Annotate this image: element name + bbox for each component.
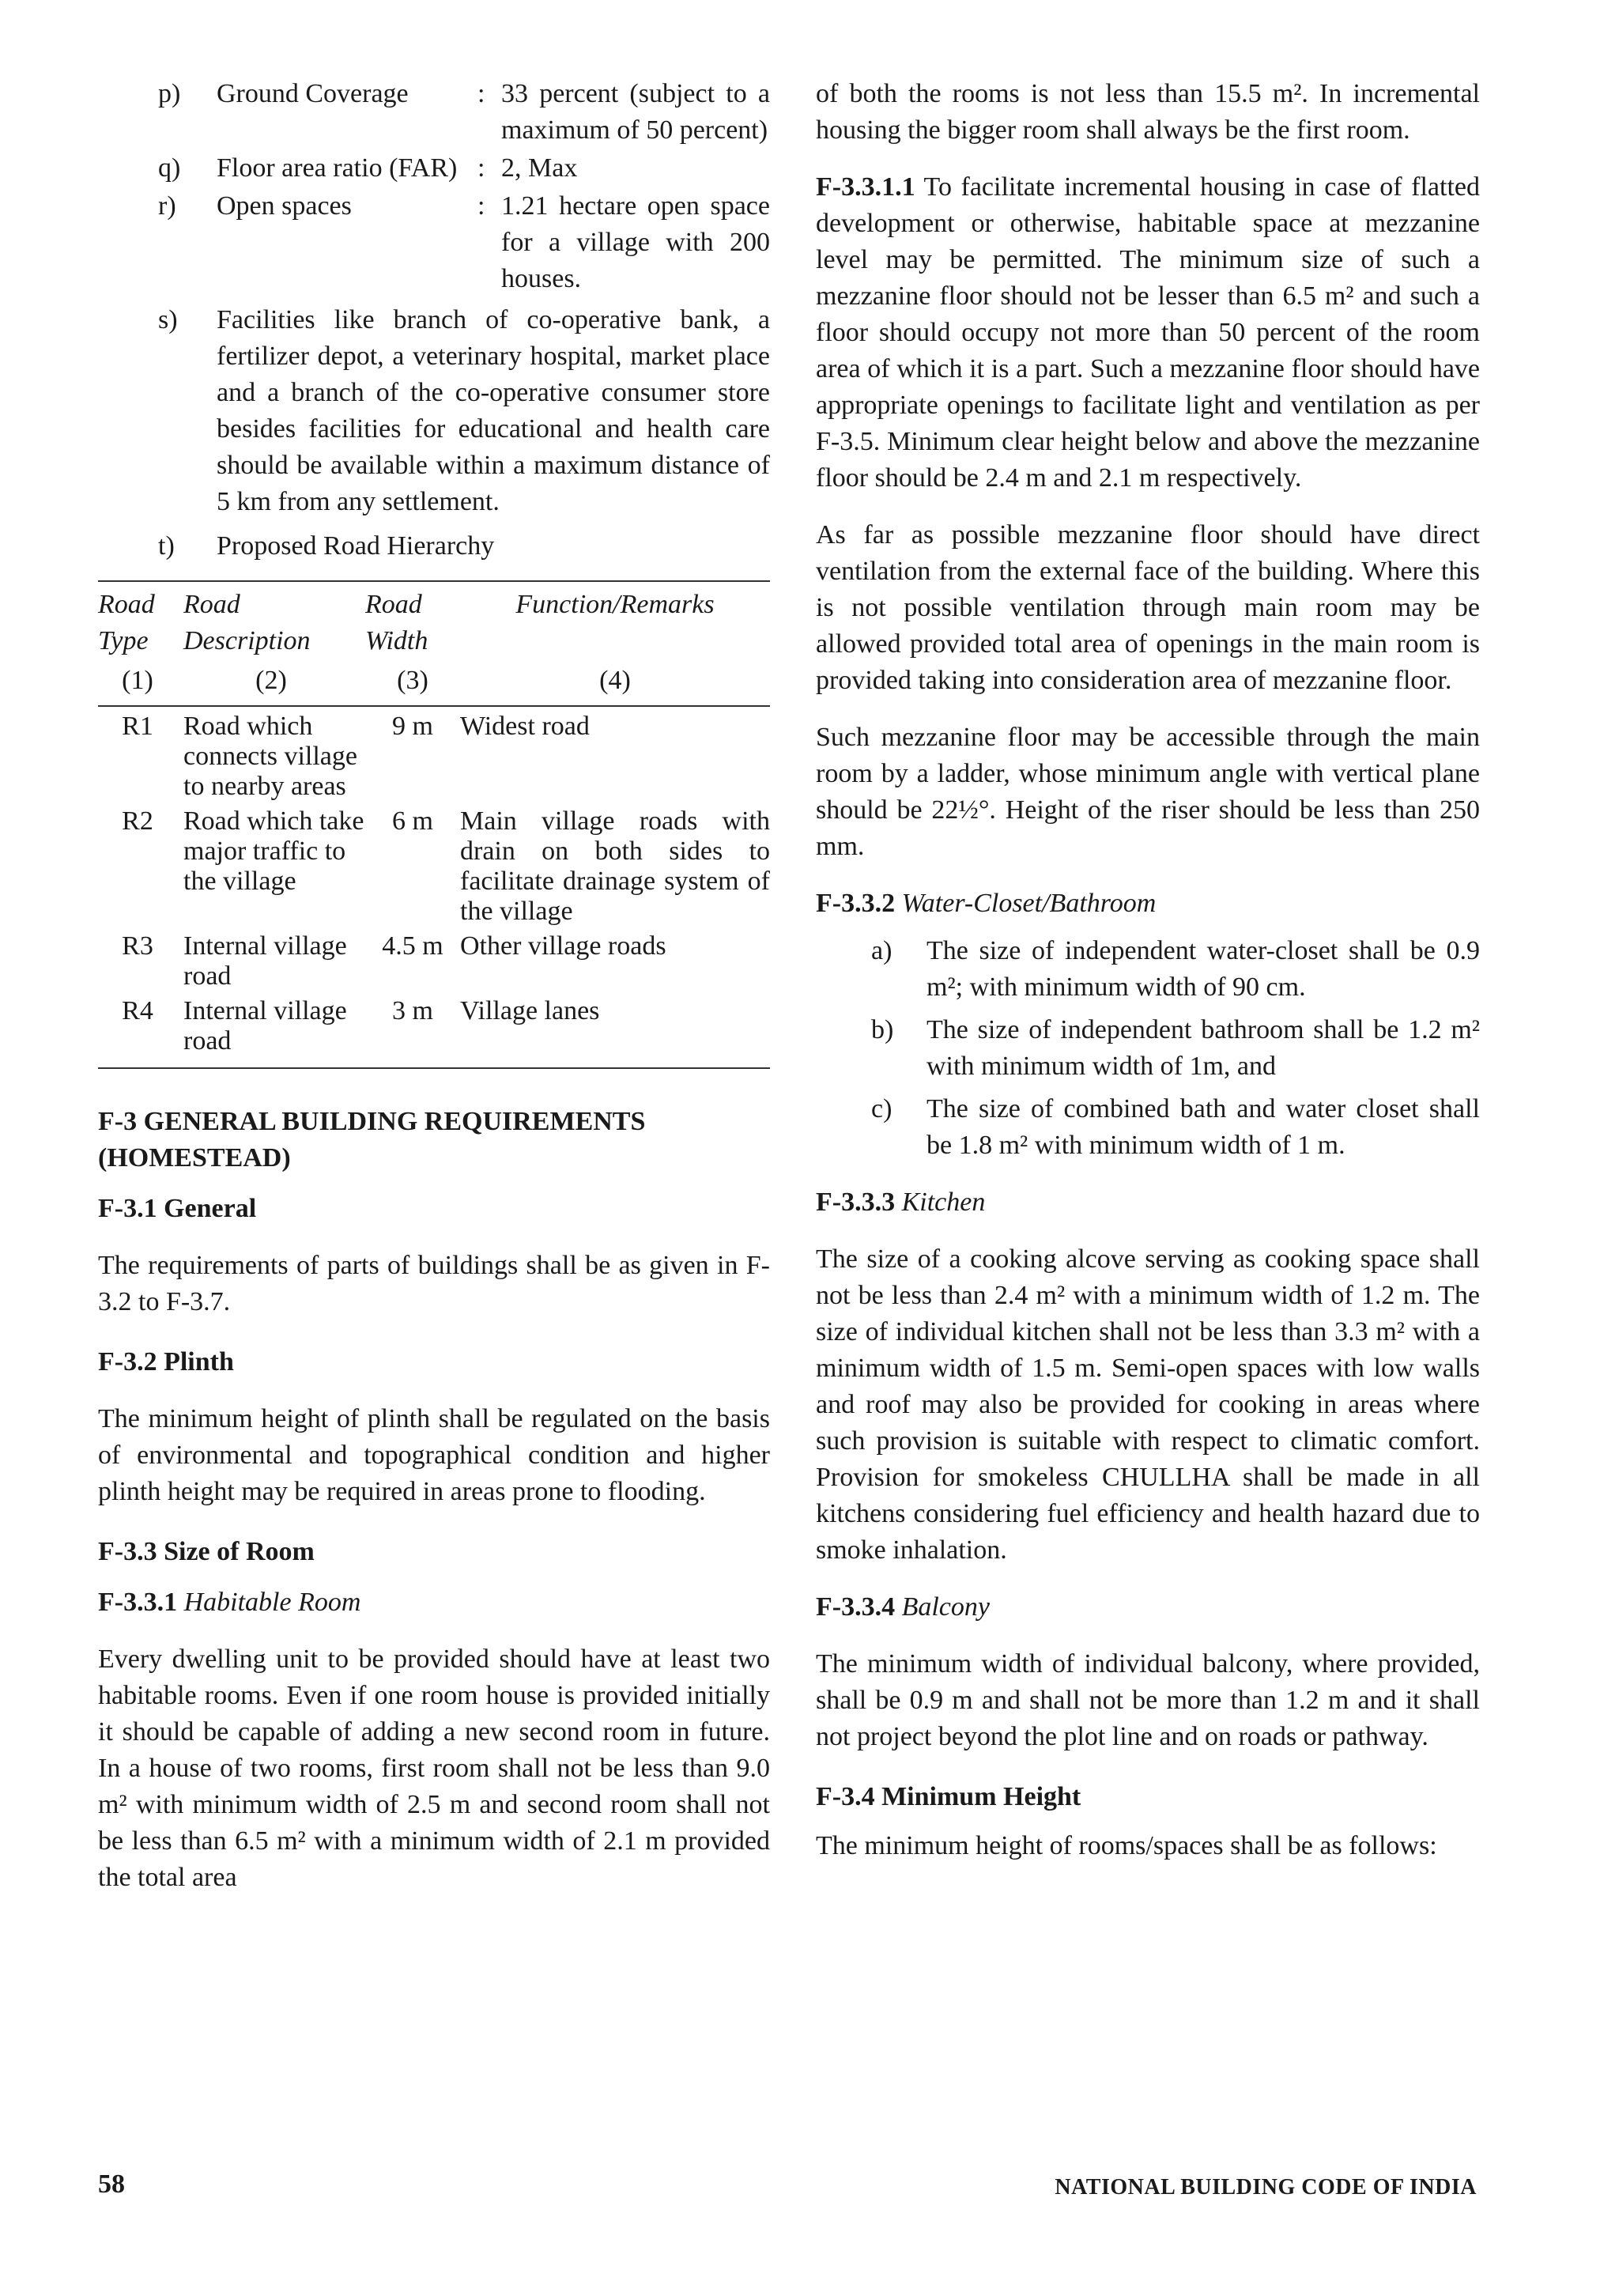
section-heading-f31: F-3.1 General: [98, 1194, 257, 1223]
col-header-width: Road Width: [365, 590, 428, 655]
list-item-q: [98, 150, 770, 187]
table-cell: R2: [122, 806, 153, 836]
item-value: 1.21 hectare open space for a village with 200 houses.: [501, 191, 770, 293]
table-cell: Road which connects village to nearby areas: [183, 712, 357, 801]
col-number: (2): [255, 666, 287, 695]
item-key: Ground Coverage: [217, 79, 409, 108]
table-cell: Other village roads: [460, 931, 666, 961]
wc-list: [816, 933, 1480, 1164]
paragraph-continued: of both the rooms is not less than 15.5 m². In incremental housing the bigger room shall always be the first room.: [816, 79, 1480, 145]
subsection-heading-f331: [98, 1584, 770, 1621]
col-header-description: Road Description: [183, 590, 311, 655]
table-cell: R4: [122, 996, 153, 1025]
list-item-r: [98, 188, 770, 297]
item-text: The size of combined bath and water closet shall be 1.8 m² with minimum width of 1 m.: [926, 1094, 1480, 1160]
table-cell: 6 m: [392, 806, 433, 836]
table-cell: 9 m: [392, 712, 433, 741]
paragraph-kitchen: The size of a cooking alcove serving as cooking space shall not be less than 2.4 m² with a minimum width of 1.2 m. The size of individual kitchen shall not be less than 3.3 m² with a minimum width of 1.5 m. Semi-open spaces with low walls and roof may also be provided for cooking in areas where such provision is suitable with respect to climatic comfort. Provision for smokeless CHULLHA shall be made in all kitchens considering fuel efficiency and health hazard due to smoke inhalation.: [816, 1244, 1480, 1565]
footer-title: NATIONAL BUILDING CODE OF INDIA: [1055, 2175, 1477, 2200]
item-label: a): [871, 936, 893, 965]
item-label: s): [158, 305, 178, 334]
col-header-remarks: Function/Remarks: [515, 590, 715, 619]
paragraph-f34: The minimum height of rooms/spaces shall be as follows:: [816, 1831, 1437, 1860]
subsection-title: Habitable Room: [183, 1588, 361, 1617]
item-value: 33 percent (subject to a maximum of 50 percent): [501, 79, 770, 145]
item-label: b): [871, 1015, 894, 1044]
table-cell: R1: [122, 712, 153, 741]
paragraph-mezzanine-access: Such mezzanine floor may be accessible through the main room by a ladder, whose minimum angle with vertical plane should be 22½°. Height of the riser should be less than 250 mm.: [816, 723, 1480, 861]
table-cell: Village lanes: [460, 996, 600, 1025]
item-key: Open spaces: [217, 191, 352, 221]
table-cell: Internal village road: [183, 996, 347, 1055]
list-item: [816, 933, 1480, 1006]
subsection-title: Kitchen: [901, 1188, 986, 1217]
colon: :: [477, 153, 485, 183]
road-hierarchy-table: [98, 580, 770, 1069]
table-row: [98, 927, 770, 991]
right-column: [816, 76, 1480, 1864]
paragraph-f31: The requirements of parts of buildings shall be as given in F-3.2 to F-3.7.: [98, 1251, 770, 1316]
item-label: t): [158, 531, 175, 561]
section-heading-f3: F-3 GENERAL BUILDING REQUIREMENTS (HOMESTEAD): [98, 1107, 646, 1173]
list-item-t: [98, 528, 770, 565]
paragraph-mezzanine-ventilation: As far as possible mezzanine floor should have direct ventilation from the external face of the building. Where this is not possible ventilation through main room may be allowed provided total area of openings in the main room is provided taking into consideration area of mezzanine floor.: [816, 520, 1480, 695]
list-item: [816, 1091, 1480, 1164]
item-text: The size of independent water-closet shall be 0.9 m²; with minimum width of 90 cm.: [926, 936, 1480, 1002]
col-number: (1): [122, 666, 153, 695]
left-column: [98, 76, 770, 1896]
paragraph-f331: Every dwelling unit to be provided should have at least two habitable rooms. Even if one room house is provided initially it should be capable of adding a new second room in future. In a house of two rooms, first room shall not be less than 9.0 m² with minimum width of 2.5 m and second room shall not be less than 6.5 m² with a minimum width of 2.1 m provided the total area: [98, 1645, 770, 1892]
subsection-heading-f332: [816, 886, 1480, 922]
list-item-s: [98, 302, 770, 520]
table-cell: Road which take major traffic to the village: [183, 806, 364, 896]
table-cell: 3 m: [392, 996, 433, 1025]
section-heading-f33: F-3.3 Size of Room: [98, 1537, 315, 1566]
subsection-heading-f333: [816, 1184, 1480, 1221]
section-heading-f32: F-3.2 Plinth: [98, 1347, 234, 1376]
subsection-title: Balcony: [901, 1592, 990, 1622]
subsection-number: F-3.3.1.1: [816, 172, 915, 202]
colon: :: [477, 191, 485, 221]
table-row: [98, 991, 770, 1068]
table-header-row: [98, 581, 770, 659]
table-cell: Widest road: [460, 712, 590, 741]
paragraph-f3311: [816, 169, 1480, 497]
subsection-number: F-3.3.4: [816, 1592, 896, 1622]
table-cell: Main village roads with drain on both sides to facilitate drainage system of the village: [460, 806, 770, 926]
table-cell: Internal village road: [183, 931, 347, 991]
item-label: q): [158, 153, 181, 183]
list-item: [816, 1012, 1480, 1085]
subsection-heading-f334: [816, 1589, 1480, 1626]
table-cell: R3: [122, 931, 153, 961]
subsection-number: F-3.3.1: [98, 1588, 178, 1617]
subsection-title: Water-Closet/Bathroom: [901, 889, 1157, 918]
paragraph-balcony: The minimum width of individual balcony, where provided, shall be 0.9 m and shall not be more than 1.2 m and it shall not project beyond the plot line and on roads or pathway.: [816, 1649, 1480, 1751]
page-number: 58: [98, 2169, 125, 2199]
list-item-p: [98, 76, 770, 149]
item-text: Facilities like branch of co-operative bank, a fertilizer depot, a veterinary hospital, market place and a branch of the co-operative consumer store besides facilities for educational and health care should be available within a maximum distance of 5 km from any settlement.: [217, 305, 770, 516]
col-number: (4): [599, 666, 631, 695]
item-text: The size of independent bathroom shall be 1.2 m² with minimum width of 1m, and: [926, 1015, 1480, 1081]
paragraph-text: To facilitate incremental housing in case of flatted development or otherwise, habitable space at mezzanine level may be permitted. The minimum size of such a mezzanine floor should not be lesser than 6.5 m² and such a floor should occupy not more than 50 percent of the room area of which it is a part. Such a mezzanine floor should have appropriate openings to facilitate light and ventilation as per F-3.5. Minimum clear height below and above the mezzanine floor should be 2.4 m and 2.1 m respectively.: [816, 172, 1481, 493]
paragraph-f32: The minimum height of plinth shall be regulated on the basis of environmental and topographical condition and higher plinth height may be required in areas prone to flooding.: [98, 1404, 770, 1506]
colon: :: [477, 79, 485, 108]
table-number-row: [98, 659, 770, 706]
table-row: [98, 706, 770, 802]
item-label: r): [158, 191, 176, 221]
col-number: (3): [397, 666, 428, 695]
item-key: Floor area ratio (FAR): [217, 153, 458, 183]
item-value: 2, Max: [501, 153, 578, 183]
col-header-type: Road Type: [98, 590, 155, 655]
table-cell: 4.5 m: [382, 931, 443, 961]
subsection-number: F-3.3.3: [816, 1188, 896, 1217]
item-text: Proposed Road Hierarchy: [217, 531, 495, 561]
subsection-number: F-3.3.2: [816, 889, 896, 918]
item-label: p): [158, 79, 181, 108]
section-heading-f34: F-3.4 Minimum Height: [816, 1782, 1081, 1811]
table-row: [98, 802, 770, 927]
item-label: c): [871, 1094, 893, 1123]
